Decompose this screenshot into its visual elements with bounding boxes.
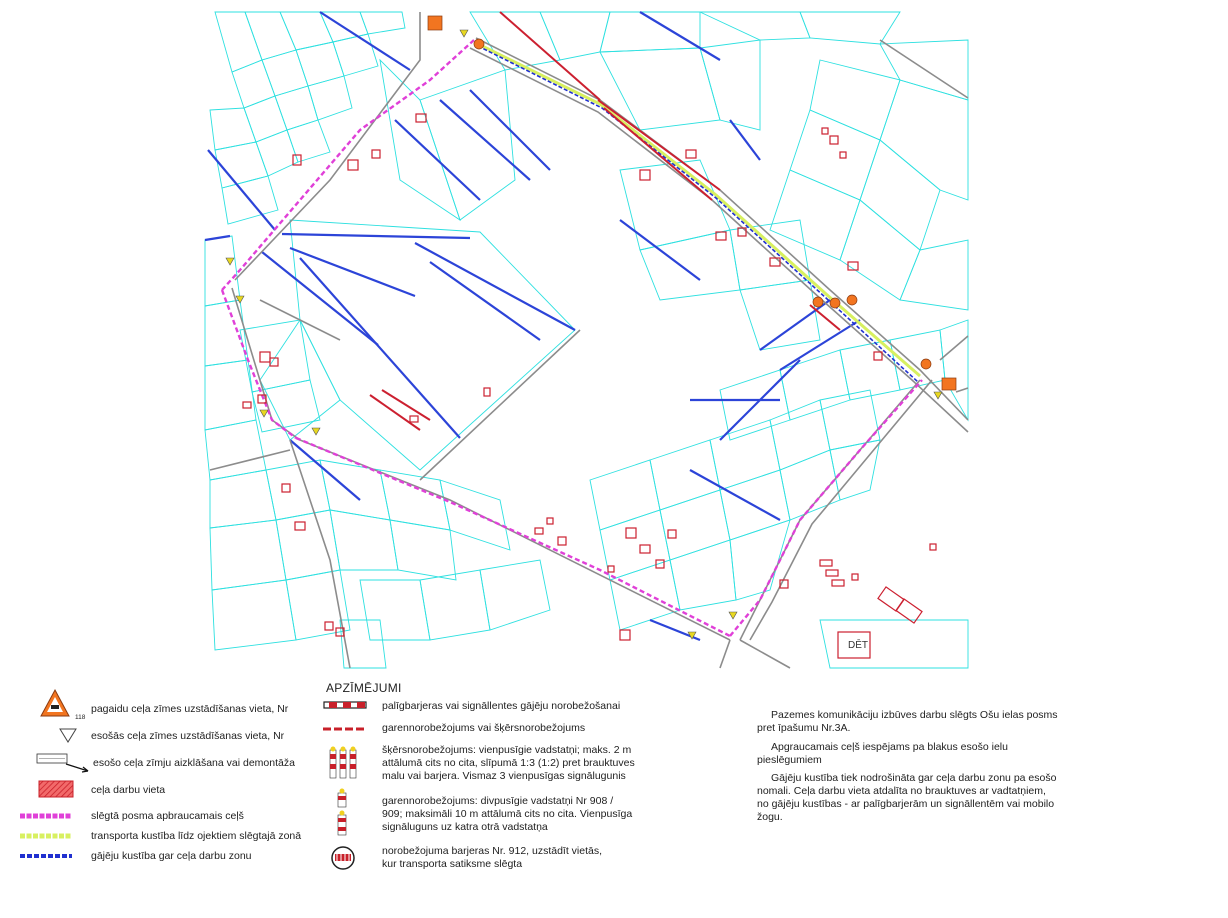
closed-section-line-icon	[20, 812, 72, 820]
note-detour: Apgraucamais ceļš iespējams pa blakus esošo ielu pieslēgumiem	[757, 741, 1008, 766]
legend-item-temporary-sign: pagaidu ceļa zīmes uzstādīšanas vieta, Nr	[91, 703, 289, 715]
sign-removal-icon	[36, 752, 92, 774]
transport-route-line-icon	[20, 832, 72, 840]
cross-delineator-icon	[328, 746, 358, 780]
cadastral-parcels	[205, 12, 968, 668]
existing-sign-locations[interactable]	[226, 30, 942, 639]
temporary-sign-locations[interactable]	[428, 16, 956, 390]
auxiliary-barrier-icon	[323, 700, 367, 710]
legend-item-pedestrian-route: gājēju kustība gar ceļa darbu zonu	[91, 850, 252, 862]
legend-item-existing-sign: esošās ceļa zīmes uzstādīšanas vieta, Nr	[91, 730, 285, 742]
pedestrian-route-along-worksite	[478, 46, 918, 382]
legend-item-worksite: ceļa darbu vieta	[91, 784, 166, 796]
double-delineator-icon	[334, 787, 350, 837]
det-label: DĒT	[848, 640, 868, 651]
legend-title: APZĪMĒJUMI	[326, 681, 402, 695]
note-closure: Pazemes komunikāciju izbūves darbu slēgts Ošu ielas posms pret īpašumu Nr.3A.	[757, 709, 1058, 734]
legend-item-transport-route: transporta kustība līdz ojektiem slēgtajā zonā	[91, 830, 302, 842]
transport-route-to-closed-zone	[474, 42, 920, 376]
worksite-barriers	[370, 12, 840, 430]
legend-item-road-closed-barrier: norobežojuma barjeras Nr. 912, uzstādīt vietās, kur transporta satiksme slēgta	[382, 845, 603, 870]
note-pedestrians: Gājēju kustība tiek nodrošināta gar ceļa darbu zonu pa esošo nomali. Ceļa darbu vieta atdalīta no brauktuves ar vadtatņiem, no gājēju kustības - ar palīgbarjerām un signāllentēm vai mobilo žogu.	[757, 772, 1057, 823]
legend-item-closed-section: slēgtā posma apbraucamais ceļš	[91, 810, 244, 822]
temporary-sign-icon	[40, 688, 70, 720]
legend-item-sign-removal: esošo ceļa zīmju aizklāšana vai demontāža	[93, 757, 295, 769]
road-closed-barrier-icon	[330, 845, 356, 871]
worksite-hatch-icon	[38, 780, 74, 798]
existing-sign-icon	[58, 727, 78, 745]
legend-item-longitudinal-barrier: garennorobežojums vai šķērsnorobežojums	[382, 722, 586, 734]
longitudinal-barrier-icon	[323, 725, 367, 733]
map-labels	[848, 639, 868, 651]
sign-number-label: 118	[75, 714, 86, 721]
legend-item-cross-delineator: šķērsnorobežojums: vienpusīgie vadstatņi; maks. 2 m attālumā cits no cita, slīpumā 1:3 (1:2) pret brauktuves malu vai barjera. Vismaz 3 vienpusīgas signālugunis	[382, 744, 635, 782]
road-network	[210, 12, 968, 668]
legend-item-auxiliary-barrier: palīgbarjeras vai signāllentes gājēju norobežošanai	[382, 700, 621, 712]
buildings	[243, 114, 936, 658]
legend-item-double-delineator: garennorobežojums: divpusīgie vadstatņi Nr 908 / 909; maksimāli 10 m attālumā cits no cita. Vienpusīga signāluguns uz katra otrā vadstatņa	[382, 795, 633, 833]
pedestrian-route-line-icon	[20, 852, 72, 860]
